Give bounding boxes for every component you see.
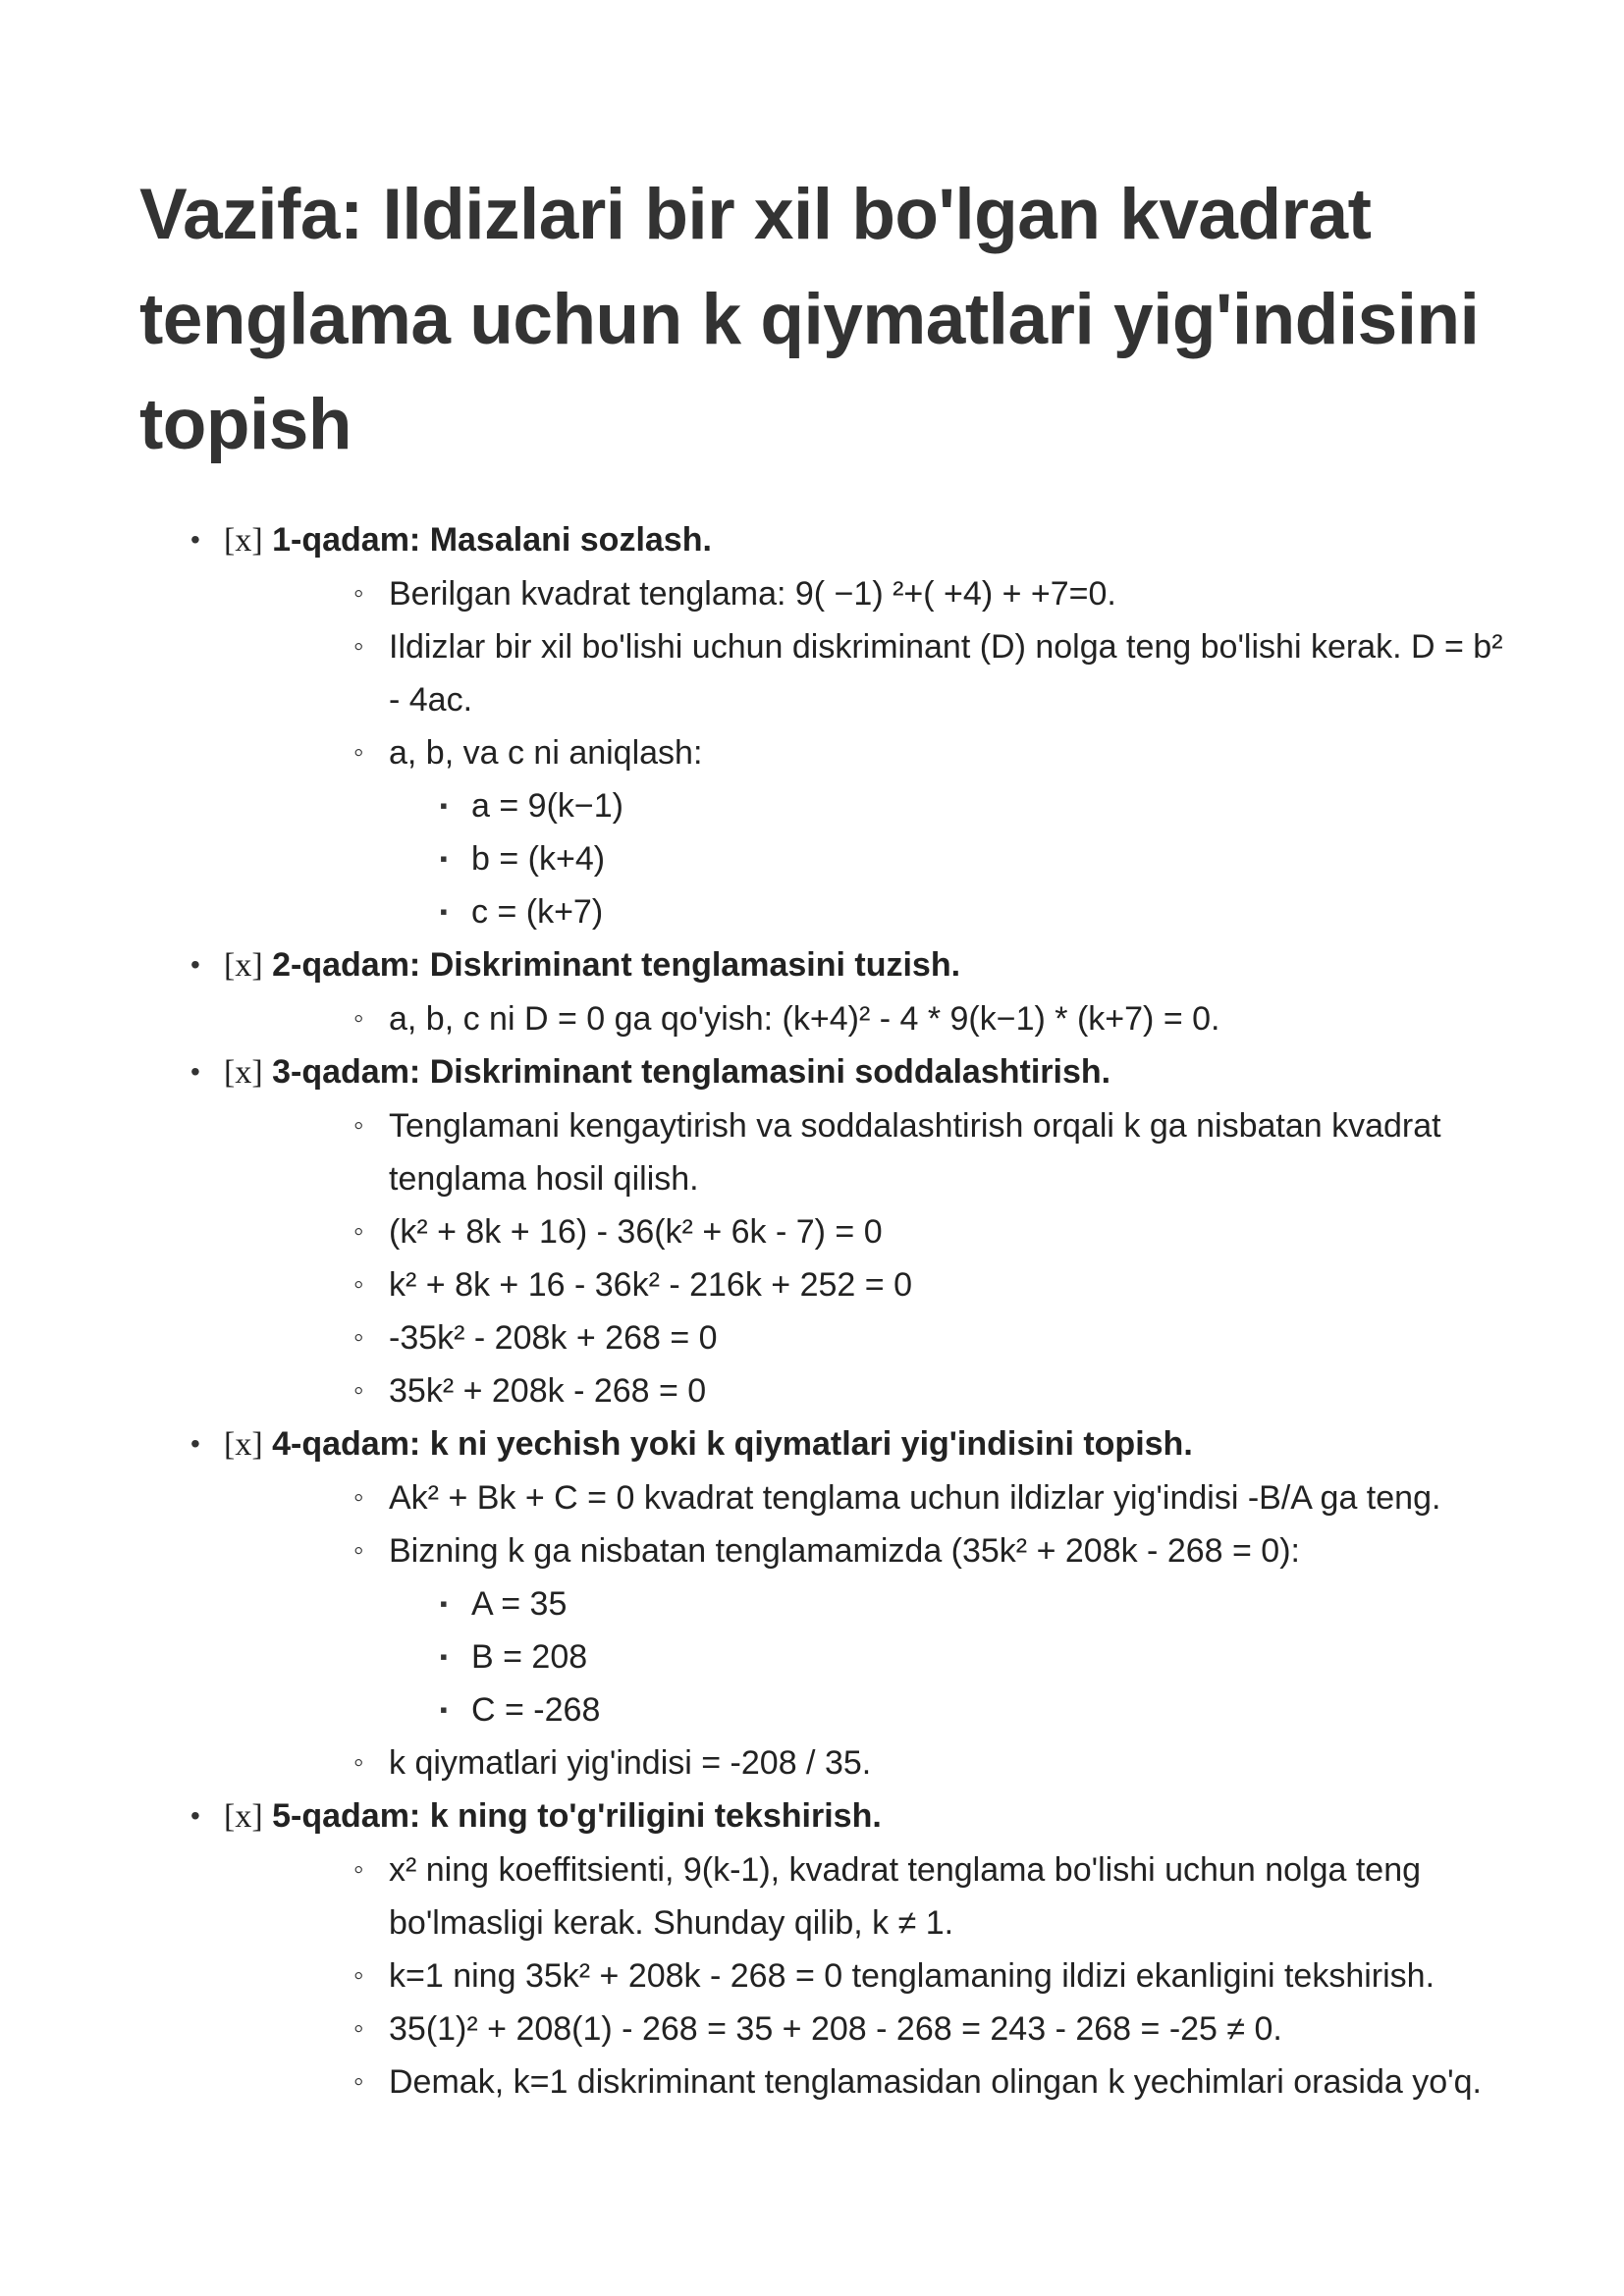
circle-bullet-icon: ◦: [353, 1959, 364, 1992]
document-page: [139, 162, 1514, 2109]
step-details: [224, 1099, 1514, 1417]
step-item: [139, 1045, 1514, 1417]
step-title: 4-qadam: k ni yechish yoki k qiymatlari yig'indisini topish.: [272, 1425, 1193, 1463]
detail-text: Ildizlar bir xil bo'lishi uchun diskriminant (D) nolga teng bo'lishi kerak. D = b² - 4ac.: [389, 628, 1503, 719]
sub-item: [224, 1630, 1514, 1683]
bullet-icon: •: [190, 524, 200, 555]
checkbox-marker: [x]: [224, 947, 263, 984]
detail-item: [224, 1364, 1514, 1417]
sub-item: [224, 832, 1514, 885]
step-title: 1-qadam: Masalani sozlash.: [272, 521, 712, 559]
step-item: [139, 513, 1514, 938]
checkbox-marker: [x]: [224, 1054, 263, 1091]
sub-item: [224, 779, 1514, 832]
circle-bullet-icon: ◦: [353, 1215, 364, 1248]
steps-list: [139, 513, 1514, 2109]
step-title: 5-qadam: k ning to'g'riligini tekshirish.: [272, 1797, 882, 1835]
detail-item: [224, 726, 1514, 938]
circle-bullet-icon: ◦: [353, 1853, 364, 1886]
detail-item: [224, 1949, 1514, 2002]
detail-item: [224, 620, 1514, 726]
circle-bullet-icon: ◦: [353, 577, 364, 610]
detail-item: [224, 1311, 1514, 1364]
circle-bullet-icon: ◦: [353, 1321, 364, 1354]
circle-bullet-icon: ◦: [353, 630, 364, 663]
checkbox-marker: [x]: [224, 1426, 263, 1463]
detail-item: [224, 1843, 1514, 1949]
bullet-icon: •: [190, 1800, 200, 1831]
bullet-icon: •: [190, 1056, 200, 1087]
step-details: [224, 567, 1514, 938]
detail-text: (k² + 8k + 16) - 36(k² + 6k - 7) = 0: [389, 1213, 883, 1251]
detail-text: k=1 ning 35k² + 208k - 268 = 0 tenglamaning ildizi ekanligini tekshirish.: [389, 1957, 1435, 1995]
circle-bullet-icon: ◦: [353, 2012, 364, 2045]
circle-bullet-icon: ◦: [353, 1746, 364, 1779]
detail-item: [224, 1471, 1514, 1524]
step-heading: [139, 513, 1514, 567]
detail-text: Demak, k=1 diskriminant tenglamasidan olingan k yechimlari orasida yo'q.: [389, 2063, 1482, 2101]
circle-bullet-icon: ◦: [353, 736, 364, 769]
circle-bullet-icon: ◦: [353, 1374, 364, 1407]
checkbox-marker: [x]: [224, 522, 263, 559]
sub-text: C = -268: [471, 1691, 601, 1729]
checkbox-marker: [x]: [224, 1798, 263, 1835]
square-bullet-icon: ▪: [440, 1697, 448, 1722]
page-title: Vazifa: Ildizlari bir xil bo'lgan kvadrat tenglama uchun k qiymatlari yig'indisini topish: [139, 175, 1480, 464]
detail-item: [224, 1205, 1514, 1258]
detail-item: [224, 1258, 1514, 1311]
detail-item: [224, 2002, 1514, 2056]
detail-text: Bizning k ga nisbatan tenglamamizda (35k² + 208k - 268 = 0):: [389, 1532, 1300, 1570]
detail-text: k qiymatlari yig'indisi = -208 / 35.: [389, 1744, 872, 1782]
circle-bullet-icon: ◦: [353, 1002, 364, 1035]
detail-text: Ak² + Bk + C = 0 kvadrat tenglama uchun ildizlar yig'indisi -B/A ga teng.: [389, 1479, 1441, 1517]
detail-item: [224, 567, 1514, 620]
circle-bullet-icon: ◦: [353, 1481, 364, 1514]
bullet-icon: •: [190, 949, 200, 980]
detail-item: [224, 2056, 1514, 2109]
detail-text: -35k² - 208k + 268 = 0: [389, 1319, 718, 1357]
detail-item: [224, 1099, 1514, 1205]
step-heading: [139, 1789, 1514, 1843]
step-heading: [139, 938, 1514, 992]
step-heading: [139, 1417, 1514, 1471]
step-details: [224, 992, 1514, 1045]
square-bullet-icon: ▪: [440, 1644, 448, 1669]
step-details: [224, 1843, 1514, 2109]
step-title: 3-qadam: Diskriminant tenglamasini soddalashtirish.: [272, 1053, 1111, 1091]
step-item: [139, 1789, 1514, 2109]
circle-bullet-icon: ◦: [353, 1268, 364, 1301]
detail-text: Berilgan kvadrat tenglama: 9( −1) ²+( +4) + +7=0.: [389, 575, 1116, 613]
square-bullet-icon: ▪: [440, 793, 448, 818]
sub-item: [224, 885, 1514, 938]
detail-text: k² + 8k + 16 - 36k² - 216k + 252 = 0: [389, 1266, 912, 1304]
detail-text: 35(1)² + 208(1) - 268 = 35 + 208 - 268 = 243 - 268 = -25 ≠ 0.: [389, 2010, 1282, 2048]
detail-text: 35k² + 208k - 268 = 0: [389, 1372, 707, 1410]
bullet-icon: •: [190, 1428, 200, 1459]
circle-bullet-icon: ◦: [353, 1534, 364, 1567]
sub-text: c = (k+7): [471, 893, 604, 931]
detail-text: Tenglamani kengaytirish va soddalashtirish orqali k ga nisbatan kvadrat tenglama hosil qilish.: [389, 1107, 1441, 1198]
sub-text: a = 9(k−1): [471, 787, 623, 825]
sub-text: b = (k+4): [471, 840, 606, 878]
step-title: 2-qadam: Diskriminant tenglamasini tuzish.: [272, 946, 961, 984]
detail-item: [224, 1524, 1514, 1736]
detail-item: [224, 992, 1514, 1045]
step-item: [139, 1417, 1514, 1789]
sub-details: [224, 1577, 1514, 1736]
step-item: [139, 938, 1514, 1045]
sub-item: [224, 1577, 1514, 1630]
circle-bullet-icon: ◦: [353, 2065, 364, 2098]
detail-item: [224, 1736, 1514, 1789]
detail-text: x² ning koeffitsienti, 9(k-1), kvadrat tenglama bo'lishi uchun nolga teng bo'lmasligi kerak. Shunday qilib, k ≠ 1.: [389, 1851, 1422, 1942]
sub-item: [224, 1683, 1514, 1736]
step-details: [224, 1471, 1514, 1789]
sub-details: [224, 779, 1514, 938]
square-bullet-icon: ▪: [440, 1591, 448, 1616]
square-bullet-icon: ▪: [440, 846, 448, 871]
sub-text: B = 208: [471, 1638, 588, 1676]
circle-bullet-icon: ◦: [353, 1109, 364, 1142]
square-bullet-icon: ▪: [440, 899, 448, 924]
detail-text: a, b, c ni D = 0 ga qo'yish: (k+4)² - 4 * 9(k−1) * (k+7) = 0.: [389, 1000, 1220, 1038]
detail-text: a, b, va c ni aniqlash:: [389, 734, 703, 772]
step-heading: [139, 1045, 1514, 1099]
sub-text: A = 35: [471, 1585, 568, 1623]
